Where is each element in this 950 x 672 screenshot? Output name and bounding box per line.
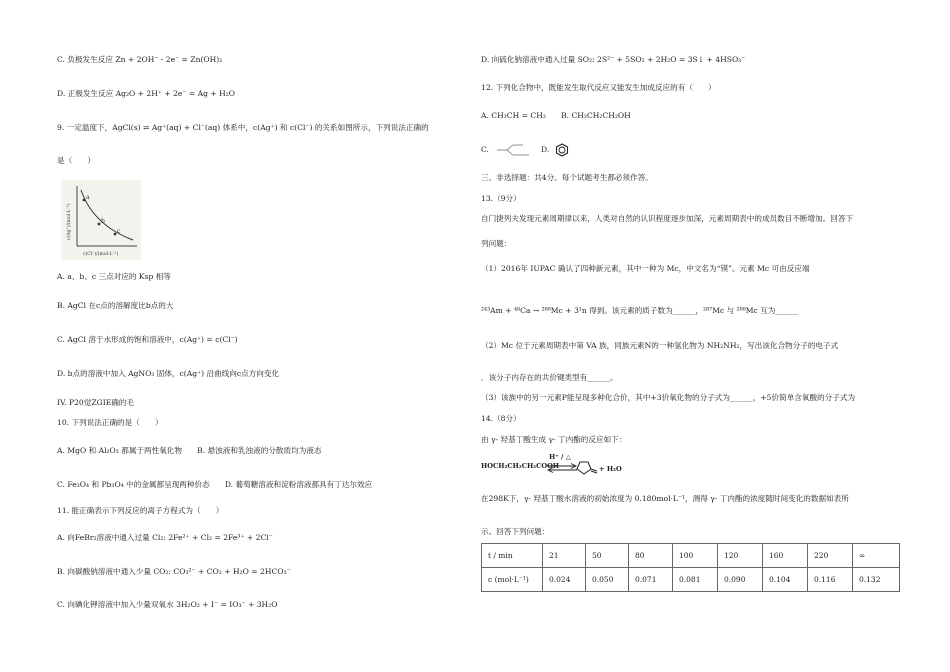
table-header-cell: 120 — [718, 544, 763, 568]
option-9c-prev: C. 负极发生反应 Zn + 2OH⁻ - 2e⁻ = Zn(OH)₂ — [57, 55, 223, 64]
question-12-stem: 12. 下列化合物中，既能发生取代反应又能发生加成反应的有（ ） — [481, 83, 716, 92]
option-9a: A. a、b、c 三点对应的 Ksp 相等 — [57, 272, 171, 281]
question-10-stem: 10. 下列说法正确的是（ ） — [57, 418, 163, 427]
options-10cd: C. Fe₃O₄ 和 Pb₃O₄ 中的金属都呈现两种价态 D. 葡萄糖溶液和淀粉溶液都具有丁达尔效应 — [57, 480, 373, 489]
point-b-label: b — [101, 218, 105, 225]
reaction-reactant: HOCH₂CH₂CH₂COOH — [481, 462, 560, 470]
question-14-data-intro-end: 示。回答下列问题： — [481, 527, 550, 536]
table-header-cell: 80 — [629, 544, 673, 568]
table-cell: 0.104 — [763, 568, 808, 592]
option-11d: D. 向硫化钠溶液中通入过量 SO₂: 2S²⁻ + 5SO₂ + 2H₂O = 3S↓ + 4HSO₃⁻ — [481, 55, 746, 64]
option-9b: B. AgCl 在c点的溶解度比b点的大 — [57, 301, 174, 310]
question-13-part2: （2）Mc 位于元素周期表中第 VA 族，同族元素N的一种氢化物为 NH₂NH₂，写出该化合物分子的电子式 — [481, 341, 839, 350]
option-12c-structure — [495, 143, 531, 157]
table-cell: 0.071 — [629, 568, 673, 592]
option-9d-prev: D. 正极发生反应 Ag₂O + 2H⁺ + 2e⁻ = Ag + H₂O — [57, 89, 236, 98]
table-header-cell: t / min — [482, 544, 543, 568]
table-cell: 0.081 — [673, 568, 718, 592]
section-3-heading: 三、非选择题：共4分。每个试题考生都必须作答。 — [481, 173, 653, 182]
options-12ab: A. CH₃CH = CH₂ B. CH₃CH₂CH₂OH — [481, 111, 631, 120]
stray-note: IV. P20觉ZGIE确的毛 — [57, 398, 135, 407]
option-11b: B. 向碳酸钠溶液中通入少量 CO₂: CO₃²⁻ + CO₂ + H₂O = 2HCO₃⁻ — [57, 567, 291, 576]
graph-y-label: c(Ag⁺)/(mol·L⁻¹) — [67, 203, 72, 240]
table-row — [482, 544, 900, 568]
question-14-heading: 14.（8分） — [481, 414, 521, 423]
options-10ab: A. MgO 和 Al₂O₃ 都属于两性氧化物 B. 悬浊液和乳浊液的分散质均为液态 — [57, 446, 322, 455]
option-12c: C. — [481, 145, 489, 154]
table-header-cell: ∞ — [853, 544, 900, 568]
question-13-part1: （1）2016年 IUPAC 确认了四种新元素，其中一种为 Mc，中文名为“镆”。元素 Mc 可由反应端 — [481, 264, 810, 273]
solubility-graph — [61, 180, 141, 260]
point-c-label: c — [117, 228, 121, 235]
option-11c: C. 向碘化钾溶液中加入少量双氧水 3H₂O₂ + I⁻ = IO₃⁻ + 3H₂O — [57, 600, 278, 609]
concentration-table — [481, 543, 900, 592]
question-13-intro-end: 列问题： — [481, 239, 512, 248]
table-header-cell: 50 — [586, 544, 629, 568]
question-13-heading: 13.（9分） — [481, 194, 521, 203]
option-9d: D. b点的溶液中加入 AgNO₃ 固体，c(Ag⁺) 沿曲线向c点方向变化 — [57, 369, 280, 378]
table-header-cell: 160 — [763, 544, 808, 568]
question-14-data-intro: 在298K下，γ- 羟基丁酸水溶液的初始浓度为 0.180mol·L⁻¹，测得 γ- 丁内酯的浓度随时间变化的数据如表所 — [481, 494, 849, 503]
point-a-label: a — [86, 194, 90, 201]
option-12d: D. — [541, 145, 550, 154]
table-header-cell: 100 — [673, 544, 718, 568]
question-13-part3: （3）该族中的另一元素P能呈现多种化合价，其中+3价氧化物的分子式为______，+5价简单含氧酸的分子式为 — [481, 393, 856, 402]
question-13-intro: 自门捷列夫发现元素周期律以来，人类对自然的认识程度逐步加深，元素周期表中的成员数目不断增加。回答下 — [481, 214, 854, 223]
reaction-water: + H₂O — [599, 465, 622, 473]
table-cell: 0.132 — [853, 568, 900, 592]
table-header-cell: 21 — [543, 544, 586, 568]
table-row — [482, 568, 900, 592]
table-cell: 0.116 — [808, 568, 853, 592]
benzene-ring-icon — [555, 143, 569, 157]
table-header-cell: 220 — [808, 544, 853, 568]
option-9c: C. AgCl 溶于水形成的饱和溶液中，c(Ag⁺) = c(Cl⁻) — [57, 335, 238, 344]
table-row-label: c (mol·L⁻¹) — [482, 568, 543, 592]
question-13-part2-end: ．该分子内存在的共价键类型有______。 — [481, 373, 618, 382]
lactone-structure — [572, 454, 600, 478]
question-9-stem-end: 是（ ） — [57, 156, 95, 165]
question-9-stem: 9. 一定温度下，AgCl(s) ⇌ Ag⁺(aq) + Cl⁻(aq) 体系中，c(Ag⁺) 和 c(Cl⁻) 的关系如图所示，下列说法正确的 — [57, 123, 429, 132]
table-cell: 0.024 — [543, 568, 586, 592]
graph-x-label: c(Cl⁻)/(mol·L⁻¹) — [83, 252, 119, 257]
table-cell: 0.090 — [718, 568, 763, 592]
question-13-part1-reaction: ²⁴³Am + ⁴⁸Ca → ²⁸⁸Mc + 3¹n 得到。该元素的质子数为______，²⁸⁷Mc 与 ²⁸⁸Mc 互为______ — [481, 306, 799, 315]
question-14-intro: 由 γ- 羟基丁酸生成 γ- 丁内酯的反应如下： — [481, 435, 627, 444]
table-cell: 0.050 — [586, 568, 629, 592]
option-11a: A. 向FeBr₂溶液中通入过量 Cl₂: 2Fe²⁺ + Cl₂ = 2Fe³⁺ + 2Cl⁻ — [57, 533, 273, 542]
reaction-condition: H⁺ / △ — [549, 453, 571, 461]
question-11-stem: 11. 能正确表示下列反应的离子方程式为（ ） — [57, 506, 224, 515]
